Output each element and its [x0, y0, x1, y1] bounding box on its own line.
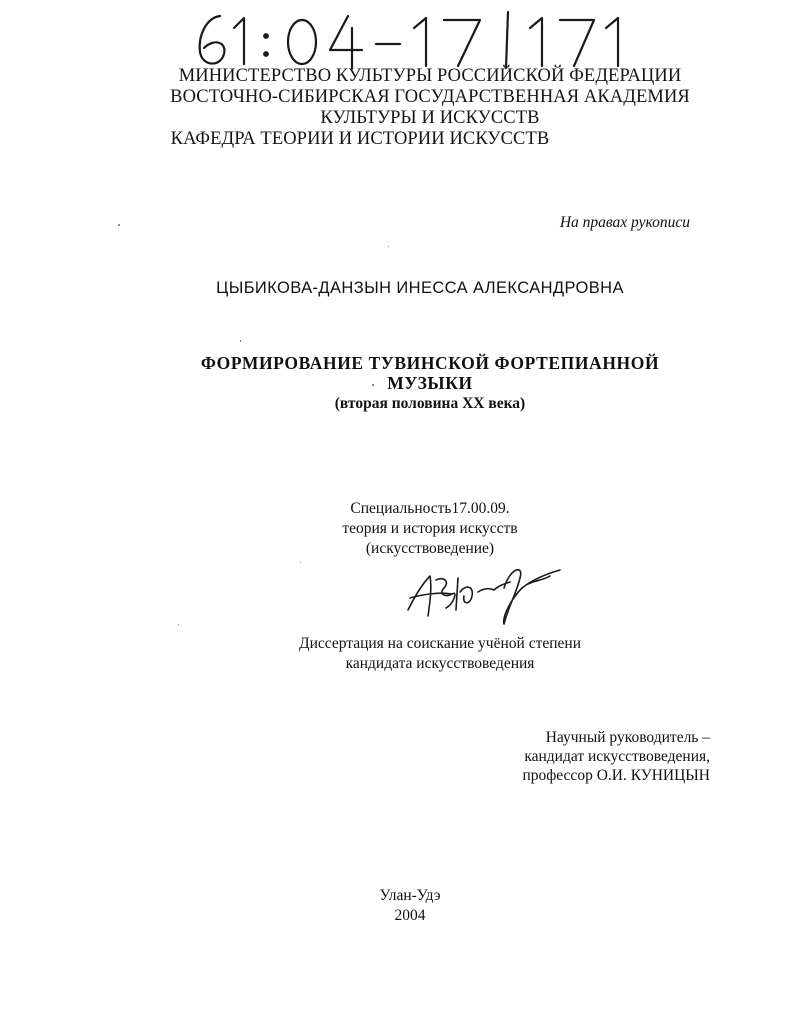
title-line1: ФОРМИРОВАНИЕ ТУВИНСКОЙ ФОРТЕПИАННОЙ	[200, 353, 660, 373]
place-and-year	[330, 886, 490, 926]
advisor-role: Научный руководитель –	[545, 729, 710, 746]
year: 2004	[394, 907, 426, 924]
scan-speck	[388, 246, 389, 247]
specialty-field: (искусствоведение)	[365, 540, 495, 557]
degree-line2: кандидата искусствоведения	[345, 655, 535, 672]
city: Улан-Удэ	[379, 887, 441, 904]
scan-speck	[178, 624, 179, 625]
scan-speck	[372, 384, 374, 386]
handwritten-catalog-number	[190, 6, 630, 72]
specialty-code: Специальность17.00.09.	[350, 500, 510, 517]
dissertation-purpose	[230, 634, 650, 674]
advisor-degree: кандидат искусствоведения,	[524, 748, 710, 765]
author-signature	[400, 558, 570, 628]
scan-speck	[300, 562, 301, 563]
department-name: КАФЕДРА ТЕОРИИ И ИСТОРИИ ИСКУССТВ	[170, 129, 550, 149]
scientific-advisor	[420, 728, 710, 785]
advisor-name: профессор О.И. КУНИЦЫН	[522, 767, 710, 784]
author-name: ЦЫБИКОВА-ДАНЗЫН ИНЕССА АЛЕКСАНДРОВНА	[216, 279, 624, 297]
academy-name-line2: КУЛЬТУРЫ И ИСКУССТВ	[320, 108, 540, 128]
degree-line1: Диссертация на соискание учёной степени	[299, 635, 581, 652]
dissertation-title	[140, 353, 720, 393]
scan-speck	[118, 224, 120, 226]
ministry-name: МИНИСТЕРСТВО КУЛЬТУРЫ РОССИЙСКОЙ ФЕДЕРАЦИИ	[178, 66, 682, 86]
dissertation-subtitle: (вторая половина XX века)	[334, 395, 526, 412]
academy-name-line1: ВОСТОЧНО-СИБИРСКАЯ ГОСУДАРСТВЕННАЯ АКАДЕМИЯ	[170, 87, 690, 107]
scan-speck	[240, 340, 241, 342]
manuscript-rights-note: На правах рукописи	[559, 214, 690, 231]
title-line2: МУЗЫКИ	[387, 373, 473, 393]
specialty-name: теория и история искусств	[342, 520, 518, 537]
institution-header	[150, 66, 710, 150]
specialty-block	[230, 499, 630, 559]
